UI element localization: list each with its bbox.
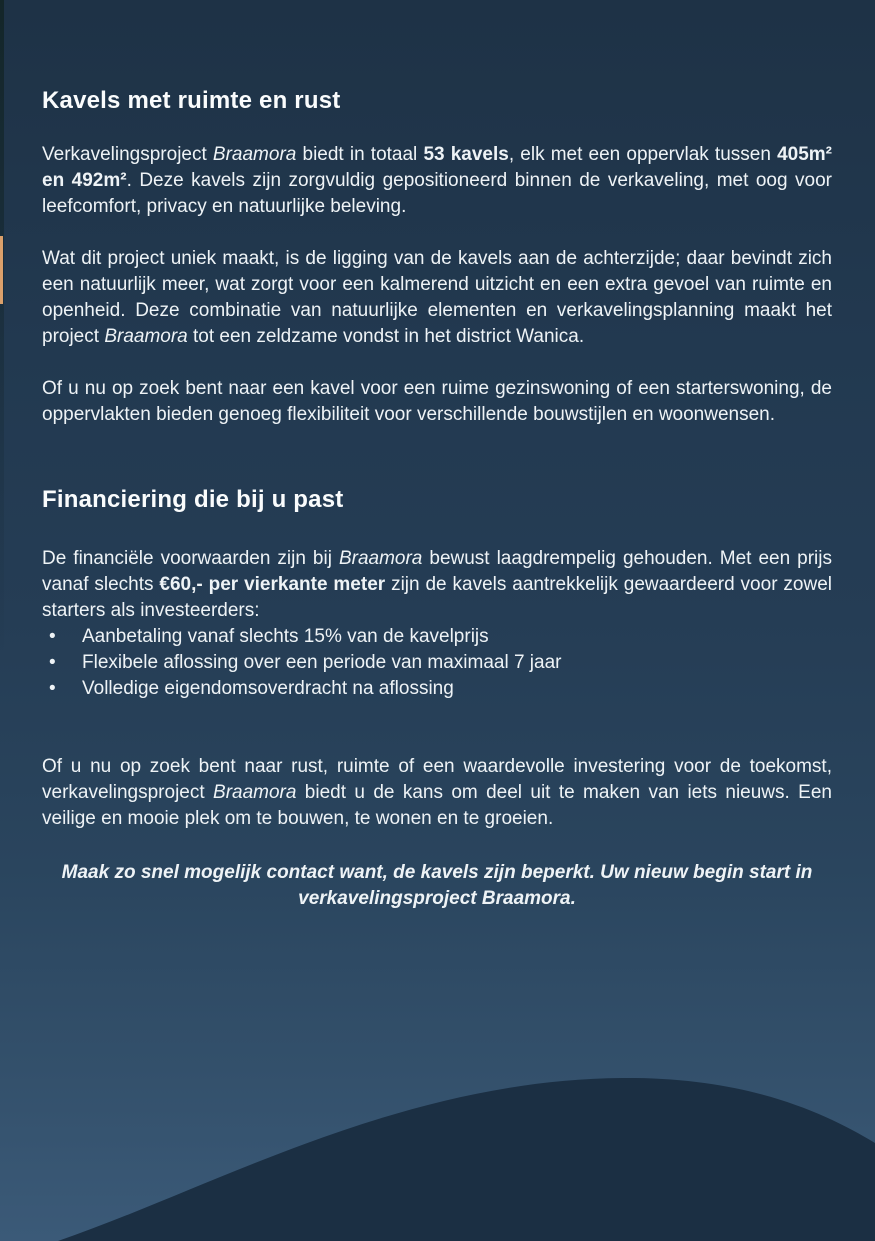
bullet-item: • Aanbetaling vanaf slechts 15% van de kavelprijs: [42, 624, 832, 650]
text-run: Braamora: [104, 326, 188, 347]
text-run: Verkavelingsproject: [42, 144, 213, 165]
text-run: 405m² en 492m²: [42, 144, 838, 191]
text-run: De financiële voorwaarden zijn bij: [42, 548, 339, 569]
cta-text: [42, 860, 832, 912]
text-run: , elk met een oppervlak tussen: [508, 144, 778, 165]
bullet-item: • Volledige eigendomsoverdracht na aflossing: [42, 676, 832, 702]
paragraph-kavels-2: [42, 246, 838, 350]
paragraph-financiering-intro: [42, 546, 838, 624]
text-run: Braamora: [338, 548, 423, 569]
text-run: Of u nu op zoek bent naar een kavel voor een ruime gezinswoning of een starterswoning, de oppervlakten bieden genoeg flexibiliteit voor verschillende bouwstijlen en woonwensen.: [42, 378, 838, 425]
financing-terms-list: [42, 624, 832, 702]
text-run: Braamora: [212, 144, 297, 165]
bottom-hill-decoration: [0, 1071, 875, 1241]
text-run: €60,- per vierkante meter: [159, 574, 386, 595]
paragraph-kavels-3: [42, 376, 838, 428]
text-run: Maak zo snel mogelijk contact want, de kavels zijn beperkt. Uw nieuw begin start in verkavelingsproject Braamora.: [61, 862, 818, 909]
text-run: 53 kavels: [423, 144, 509, 165]
bullet-item: • Flexibele aflossing over een periode van maximaal 7 jaar: [42, 650, 832, 676]
text-run: Of u nu op zoek bent naar rust, ruimte of een waardevolle investering voor de toekomst, verkavelingsproject: [42, 756, 838, 803]
text-run: bewust laagdrempelig gehouden. Met een prijs vanaf slechts: [42, 548, 838, 595]
text-run: Wat dit project uniek maakt, is de ligging van de kavels aan de achterzijde; daar bevindt zich een natuurlijk meer, wat zorgt voor een kalmerend uitzicht en een extra gevoel van ruimte en openheid. Deze combinatie van natuurlijke elementen en verkavelingsplanning maakt het project: [42, 248, 838, 347]
page-edge-artifact: [0, 0, 4, 660]
text-run: biedt in totaal: [296, 144, 424, 165]
text-run: biedt u de kans om deel uit te maken van iets nieuws. Een veilige en mooie plek om te bouwen, te wonen en te groeien.: [42, 782, 838, 829]
section-heading-financiering: Financiering die bij u past: [42, 486, 344, 513]
page-edge-accent-strip: [0, 236, 3, 304]
text-run: . Deze kavels zijn zorgvuldig gepositioneerd binnen de verkaveling, met oog voor leefcomfort, privacy en natuurlijke beleving.: [42, 170, 838, 217]
page-content: [0, 86, 875, 912]
paragraph-kavels-1: [42, 142, 838, 220]
text-run: zijn de kavels aantrekkelijk gewaardeerd voor zowel starters als investeerders:: [42, 574, 838, 621]
text-run: tot een zeldzame vondst in het district Wanica.: [187, 326, 585, 347]
paragraph-closing: [42, 754, 838, 832]
section-heading-kavels: Kavels met ruimte en rust: [42, 87, 341, 114]
text-run: Braamora: [213, 782, 297, 803]
